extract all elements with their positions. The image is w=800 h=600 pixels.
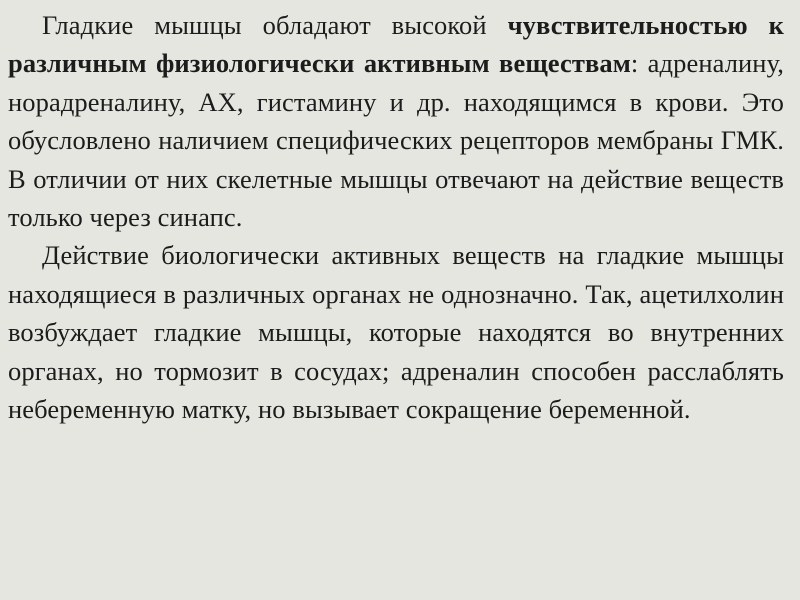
paragraph-1 [8, 6, 784, 236]
paragraph-1-lead: Гладкие мышцы обладают высокой [42, 10, 508, 40]
paragraph-2: Действие биологически активных веществ на гладкие мышцы находящиеся в различных органах не однозначно. Так, ацетилхолин возбуждает гладкие мышцы, которые находятся во внутренних органах, но тормозит в сосудах; адреналин способен расслаблять небеременную матку, но вызывает сокращение беременной. [8, 240, 784, 425]
paragraph-1-emphasis: чувствительностью к различным физиологически активным веществам [8, 10, 784, 79]
text-block [8, 6, 784, 428]
paragraph-1-rest: : адреналину, норадреналину, АХ, гистамину и др. находящимся в крови. Это обусловлено наличием специфических рецепторов мембраны ГМК. В отличии от них скелетные мышцы отвечают на действие веществ только через синапс. [8, 48, 785, 233]
